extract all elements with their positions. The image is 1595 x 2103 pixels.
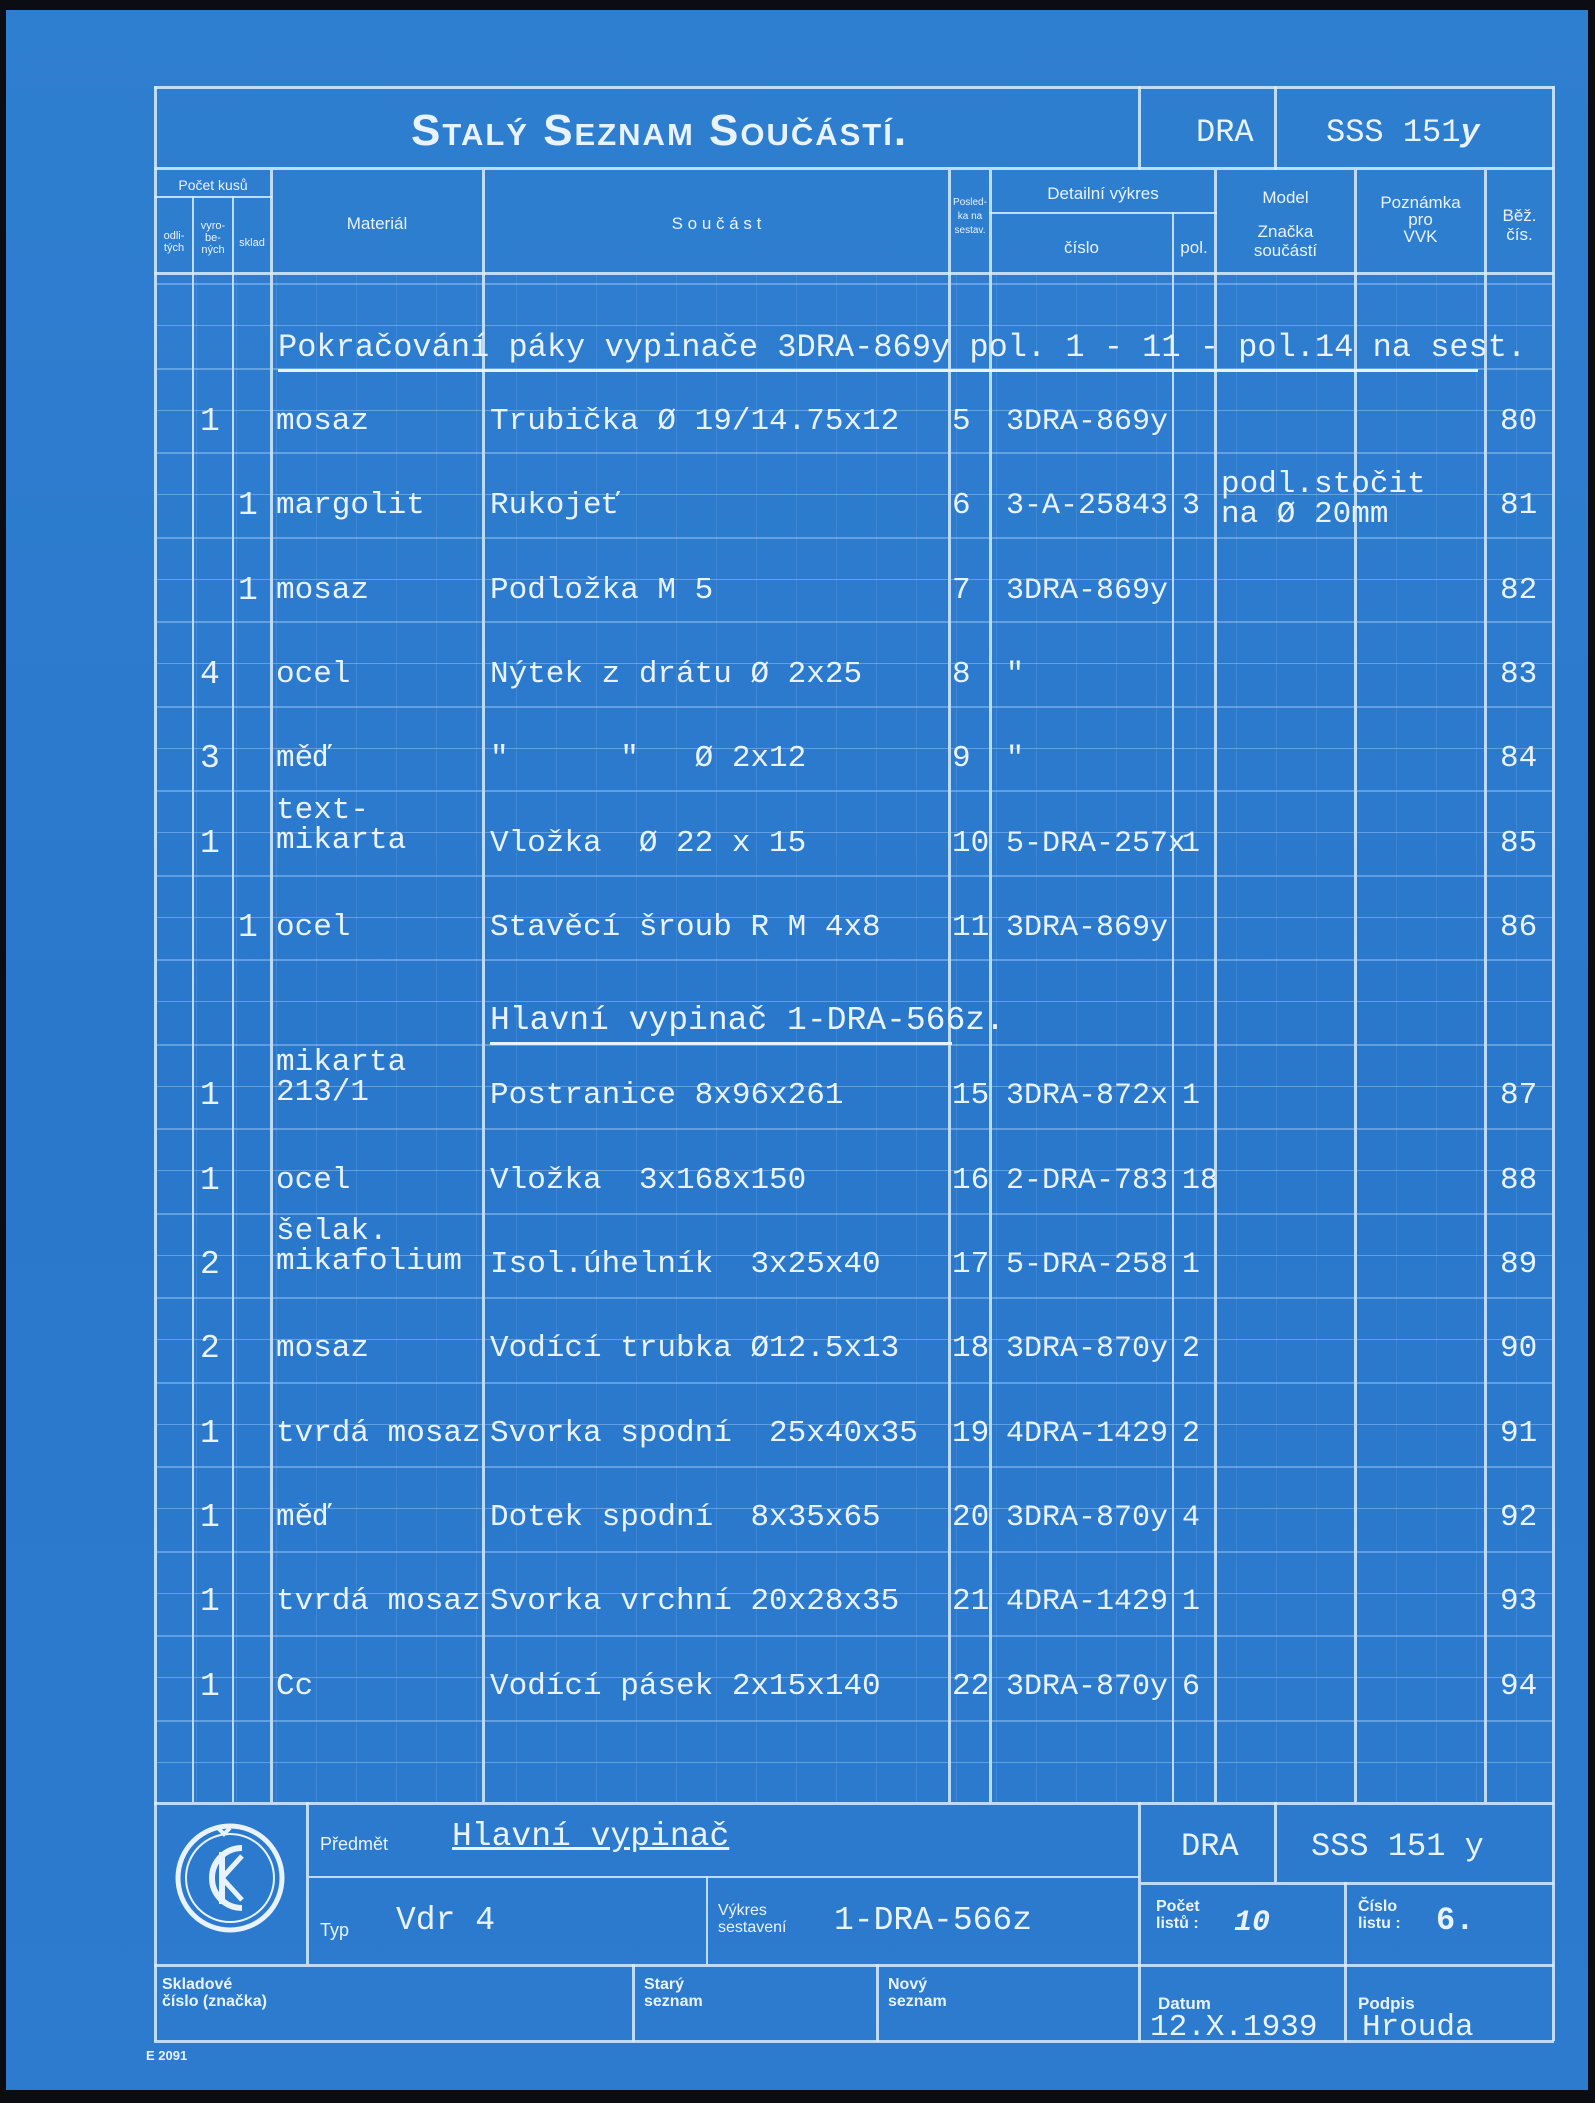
row-material: mosaz [276,572,370,608]
grid-line [156,283,1552,285]
row-drawing-pol: 1 [1182,826,1201,861]
row-drawing-pol: 3 [1182,489,1201,524]
grid-line [236,275,237,1802]
grid-line [156,1170,1552,1171]
row-serial: 81 [1500,488,1538,524]
cislo-listu-value: 6. [1436,1902,1475,1939]
row-material: ocel [276,656,351,692]
row-position: 21 [952,1584,990,1620]
row-serial: 91 [1500,1415,1538,1451]
row-drawing-pol: 1 [1182,1248,1201,1282]
row-position: 20 [952,1499,990,1535]
grid-line [476,275,477,1802]
row-part: " " Ø 2x12 [490,741,807,777]
row-part: Dotek spodní 8x35x65 [490,1499,881,1535]
grid-line [156,790,1552,792]
row-position: 15 [952,1078,990,1114]
row-drawing-number: 3-A-25843 [1006,489,1169,524]
row-drawing-number: 3DRA-870y [1006,1500,1169,1535]
row-part: Rukojeť [490,488,621,524]
row-position: 11 [952,909,990,945]
row-count-made: 1 [238,571,258,609]
row-serial: 88 [1500,1162,1538,1198]
row-serial: 80 [1500,404,1538,439]
typ-value: Vdr 4 [396,1902,496,1939]
grid-line [156,325,1552,326]
row-drawing-number: " [1006,657,1025,692]
section-underline [490,1042,952,1045]
col-sklad: sklad [239,237,265,249]
note-podl-stocit: podl.stočit na Ø 20mm [1221,467,1426,532]
row-part: Svorka vrchní 20x28x35 [490,1584,900,1620]
skladove-label: Skladové číslo (značka) [162,1976,267,2010]
vykres-value: 1-DRA-566z [834,1902,1033,1939]
row-part: Isol.úhelník 3x25x40 [490,1247,881,1282]
row-serial: 93 [1500,1584,1538,1620]
row-part: Vložka 3x168x150 [490,1162,807,1198]
row-drawing-number: 3DRA-870y [1006,1332,1169,1367]
row-material: mosaz [276,404,370,439]
row-part: Podložka M 5 [490,572,714,608]
grid-line [156,875,1552,877]
row-drawing-number: 3DRA-870y [1006,1669,1169,1704]
row-serial: 94 [1500,1668,1538,1704]
row-drawing-number: 3DRA-869y [1006,573,1169,608]
grid-line [196,275,197,1802]
predmet-label: Předmět [320,1834,389,1854]
row-serial: 82 [1500,572,1538,608]
row-material: tvrdá mosaz [276,1584,481,1620]
row-serial: 84 [1500,741,1538,777]
grid-line [156,959,1552,961]
row-count-cast: 1 [200,1583,220,1621]
row-drawing-number: 5-DRA-258 [1006,1248,1169,1282]
section-heading: Hlavní vypinač 1-DRA-566z. [490,1002,1005,1039]
novy-seznam-label: Nový seznam [888,1976,947,2010]
grid-line [156,1762,1552,1763]
col-vyrobenych: vyro- be- ných [200,220,226,256]
row-position: 9 [952,741,971,777]
col-soucast: S o u č á s t [671,214,762,233]
row-part: Postranice 8x96x261 [490,1078,844,1114]
row-count-cast: 1 [200,1161,220,1199]
row-serial: 90 [1500,1331,1538,1367]
continuation-heading: Pokračování páky vypinače 3DRA-869y pol. 1 - 11 - pol.14 na sest. [278,329,1527,366]
row-count-made: 1 [238,908,258,946]
row-drawing-number: 5-DRA-257x [1006,826,1187,861]
header-code-right-text: SSS 151 [1326,114,1461,151]
row-material: ocel [276,1162,351,1198]
row-position: 17 [952,1247,990,1282]
col-detailni-vykres: Detailní výkres [1047,184,1159,203]
row-count-cast: 1 [200,1667,220,1705]
row-part: Nýtek z drátu Ø 2x25 [490,656,863,692]
row-part: Svorka spodní 25x40x35 [490,1415,918,1451]
row-drawing-pol: 2 [1182,1416,1201,1451]
continuation-underline [278,369,1478,372]
row-count-made: 1 [238,487,258,525]
col-poslednka: Posled- ka na sestav. [953,197,987,236]
row-drawing-pol: 4 [1182,1500,1201,1535]
grid-line [156,537,1552,539]
col-znacka: Značka součástí [1253,222,1318,260]
row-serial: 85 [1500,825,1538,861]
row-material: text- mikarta [276,792,407,858]
podpis-label: Podpis [1358,1994,1415,2013]
pocet-listu-value: 10 [1234,1906,1271,1940]
col-odlitych: odli- tých [163,230,185,254]
row-material: mosaz [276,1331,370,1367]
row-material: Cc [276,1668,314,1704]
row-count-cast: 4 [200,655,220,693]
grid-line [1476,275,1477,1802]
row-part: Stavěcí šroub R M 4x8 [490,909,881,945]
grid-line [156,275,157,1802]
row-drawing-number: 3DRA-872x [1006,1079,1169,1114]
grid-line [156,621,1552,623]
row-drawing-number: 4DRA-1429 [1006,1416,1169,1451]
row-part: Vložka Ø 22 x 15 [490,825,807,861]
row-position: 19 [952,1415,990,1451]
row-drawing-pol: 1 [1182,1585,1201,1620]
row-material: margolit [276,488,425,524]
row-position: 6 [952,488,971,524]
col-pol: pol. [1180,238,1208,257]
podpis-value: Hrouda [1362,2010,1474,2045]
row-count-cast: 2 [200,1330,220,1368]
grid-line [156,1466,1552,1468]
row-drawing-number: 3DRA-869y [1006,910,1169,945]
vykres-label: Výkres sestavení [718,1902,787,1936]
row-position: 18 [952,1331,990,1367]
grid-line [436,275,437,1802]
form-number: E 2091 [146,2048,188,2063]
row-drawing-number: 4DRA-1429 [1006,1585,1169,1620]
grid-line [156,452,1552,454]
col-cislo: číslo [1064,238,1099,257]
sheet-title: Stalý Seznam Součástí. [411,106,909,155]
col-poznamka: Poznámka pro VVK [1380,193,1461,246]
row-material: mikarta 213/1 [276,1045,407,1111]
row-position: 5 [952,404,971,439]
row-drawing-number: 3DRA-869y [1006,405,1169,439]
row-count-cast: 1 [200,403,220,440]
row-part: Trubička Ø 19/14.75x12 [490,404,900,439]
row-position: 7 [952,572,971,608]
row-part: Vodící pásek 2x15x140 [490,1668,881,1704]
header-code-left: DRA [1196,114,1254,151]
row-serial: 87 [1500,1078,1538,1114]
row-material: tvrdá mosaz [276,1415,481,1451]
grid-line [1436,275,1437,1802]
row-drawing-pol: 2 [1182,1332,1201,1367]
predmet-value: Hlavní vypinač [452,1818,730,1855]
grid-line [156,1128,1552,1130]
row-count-cast: 3 [200,740,220,778]
cislo-listu-label: Číslo listu : [1358,1898,1401,1932]
row-drawing-pol: 1 [1182,1079,1201,1114]
row-count-cast: 1 [200,1077,220,1115]
header-code-right [1326,114,1480,151]
grid-line [156,748,1552,749]
row-position: 8 [952,656,971,692]
datum-label: Datum [1158,1994,1211,2013]
row-drawing-number: " [1006,742,1025,777]
row-material: měď [276,741,332,777]
row-material: šelak. mikafolium [276,1214,463,1279]
row-position: 22 [952,1668,990,1704]
col-model: Model [1262,188,1309,207]
row-serial: 92 [1500,1499,1538,1535]
grid-line [156,1720,1552,1722]
row-serial: 86 [1500,909,1538,945]
footer-code-left: DRA [1181,1828,1239,1865]
row-part: Vodící trubka Ø12.5x13 [490,1331,900,1367]
ckd-logo [170,1818,290,1938]
typ-label: Typ [320,1920,350,1940]
grid-line [156,706,1552,708]
row-count-cast: 1 [200,824,220,862]
row-material: měď [276,1499,332,1535]
pocet-listu-label: Počet listů : [1156,1898,1200,1932]
col-material: Materiál [346,214,408,233]
row-position: 16 [952,1162,990,1198]
row-serial: 83 [1500,656,1538,692]
row-material: ocel [276,909,351,945]
row-position: 10 [952,825,990,861]
row-count-cast: 1 [200,1498,220,1536]
col-pocet-kusu: Počet kusů [178,177,248,193]
row-drawing-pol: 6 [1182,1669,1201,1704]
datum-value: 12.X.1939 [1150,2010,1318,2045]
blueprint-sheet [6,10,1588,2090]
row-drawing-pol: 18 [1182,1163,1219,1198]
grid-line [156,1635,1552,1637]
grid-line [156,1551,1552,1553]
grid-line [156,1297,1552,1299]
footer-code-right: SSS 151 y [1311,1828,1484,1865]
col-bez-cis: Běž. čís. [1502,206,1537,244]
header-code-suffix: y [1460,114,1480,151]
row-drawing-number: 2-DRA-783 [1006,1163,1169,1198]
row-count-cast: 2 [200,1246,220,1283]
row-count-cast: 1 [200,1414,220,1452]
row-serial: 89 [1500,1247,1538,1282]
grid-line [156,1382,1552,1384]
stary-seznam-label: Starý seznam [644,1976,703,2010]
